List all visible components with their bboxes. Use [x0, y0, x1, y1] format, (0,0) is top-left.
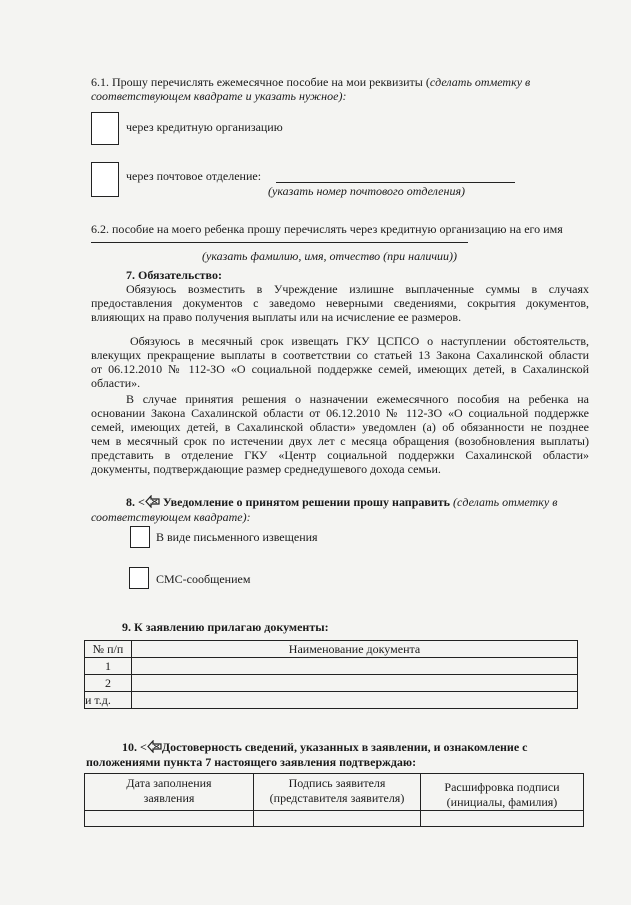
row-number: и т.д.	[85, 692, 132, 709]
col-header-decoding	[421, 774, 584, 811]
col-header-document-name: Наименование документа	[132, 641, 578, 658]
section-7-p3-l5: представить в отделение ГКУ «Центр социальной поддержки Сахалинской области»	[91, 448, 589, 462]
checkbox-sms[interactable]	[129, 567, 149, 589]
option-credit-organization: через кредитную организацию	[126, 120, 283, 134]
col-sign-l1: Подпись заявителя	[288, 776, 386, 790]
option-sms: СМС-сообщением	[156, 572, 251, 586]
arrow-marker-icon	[145, 495, 160, 508]
section-9-title: 9. К заявлению прилагаю документы:	[122, 620, 329, 634]
section-10-line2: положениями пункта 7 настоящего заявления подтверждаю:	[86, 755, 417, 769]
arrow-marker-icon	[147, 740, 162, 753]
section-8-line1	[126, 495, 596, 509]
section-7-p3-l2: основании Закона Сахалинской области от 06.12.2010 № 112-ЗО «О социальной поддержке	[91, 406, 589, 420]
s61-hint: сделать отметку в	[429, 75, 531, 89]
section-8-line2: соответствующем квадрате):	[91, 510, 251, 524]
s10-num: 10. <	[122, 740, 147, 754]
section-7-title: 7. Обязательство:	[126, 268, 222, 282]
checkbox-credit-organization[interactable]	[91, 112, 119, 145]
section-6-1-line1	[91, 75, 571, 89]
s10-title1: Достоверность сведений, указанных в заявлении, и ознакомление с	[161, 740, 528, 754]
checkbox-written-notice[interactable]	[130, 526, 150, 548]
section-6-2-text: 6.2. пособие на моего ребенка прошу перечислять через кредитную организацию на его имя	[91, 222, 563, 236]
col-header-number: № п/п	[85, 641, 132, 658]
col-dec-l2: (инициалы, фамилия)	[446, 795, 558, 809]
post-office-number-field[interactable]	[276, 182, 515, 183]
col-dec-l1: Расшифровка подписи	[444, 780, 560, 794]
section-7-p3-l1: В случае принятия решения о назначении ежемесячного пособия на ребенка на	[126, 392, 589, 406]
document-name-cell[interactable]	[132, 658, 578, 675]
section-7-p3-l3: семей, имеющих детей, в Сахалинской области» уведомлен (а) об обязанности не позднее	[91, 420, 589, 434]
signature-table	[84, 773, 584, 827]
post-office-hint: (указать номер почтового отделения)	[268, 184, 466, 198]
documents-table	[84, 640, 578, 709]
section-7-p2-l2: влекущих прекращение выплаты в соответствии со статьей 13 Закона Сахалинской области	[91, 348, 589, 362]
document-name-cell[interactable]	[132, 692, 578, 709]
decoding-cell[interactable]	[421, 811, 584, 827]
option-post-office: через почтовое отделение:	[126, 169, 262, 183]
section-7-p2-l4: области».	[91, 376, 141, 390]
section-7-p1-l3: влияющих на право получения выплаты или на исчисление ее размеров.	[91, 310, 462, 324]
section-7-p1-l2: предоставления документов с заведомо неверными сведениями, сокрытия документов,	[91, 296, 589, 310]
table-row	[85, 658, 578, 675]
row-number: 1	[85, 658, 132, 675]
option-written-notice: В виде письменного извещения	[156, 530, 318, 544]
table-row	[85, 692, 578, 709]
child-name-hint: (указать фамилию, имя, отчество (при наличии))	[202, 249, 458, 263]
date-cell[interactable]	[85, 811, 254, 827]
s61-text: 6.1. Прошу перечислять ежемесячное пособие на мои реквизиты (	[91, 75, 430, 89]
table-row	[85, 675, 578, 692]
section-6-1-line2: соответствующем квадрате и указать нужное):	[91, 89, 347, 103]
col-sign-l2: (представителя заявителя)	[269, 791, 405, 805]
document-name-cell[interactable]	[132, 675, 578, 692]
section-7-p2-l1: Обязуюсь в месячный срок извещать ГКУ ЦСПСО о наступлении обстоятельств,	[130, 334, 589, 348]
table-row	[85, 811, 584, 827]
checkbox-post-office[interactable]	[91, 162, 119, 197]
col-date-l1: Дата заполнения	[126, 776, 212, 790]
col-date-l2: заявления	[143, 791, 195, 805]
section-7-p2-l3: от 06.12.2010 № 112-ЗО «О социальной поддержке семей, имеющих детей, в Сахалинской	[91, 362, 589, 376]
col-header-date	[85, 774, 254, 811]
section-10-line1	[122, 740, 590, 754]
section-7-p3-l4: чем в месячный срок по истечении двух лет с месяца обращения (возобновления выплаты)	[91, 434, 589, 448]
s8-num: 8. <	[126, 495, 145, 509]
col-header-signature	[254, 774, 421, 811]
signature-cell[interactable]	[254, 811, 421, 827]
section-7-p1-l1: Обязуюсь возместить в Учреждение излишне выплаченные суммы в случаях	[126, 282, 589, 296]
child-name-field[interactable]	[91, 242, 468, 243]
s8-title: Уведомление о принятом решении прошу направить	[162, 495, 451, 509]
row-number: 2	[85, 675, 132, 692]
s8-hint1: (сделать отметку в	[453, 495, 558, 509]
section-7-p3-l6: документы, подтверждающие размер среднедушевого дохода семьи.	[91, 462, 441, 476]
